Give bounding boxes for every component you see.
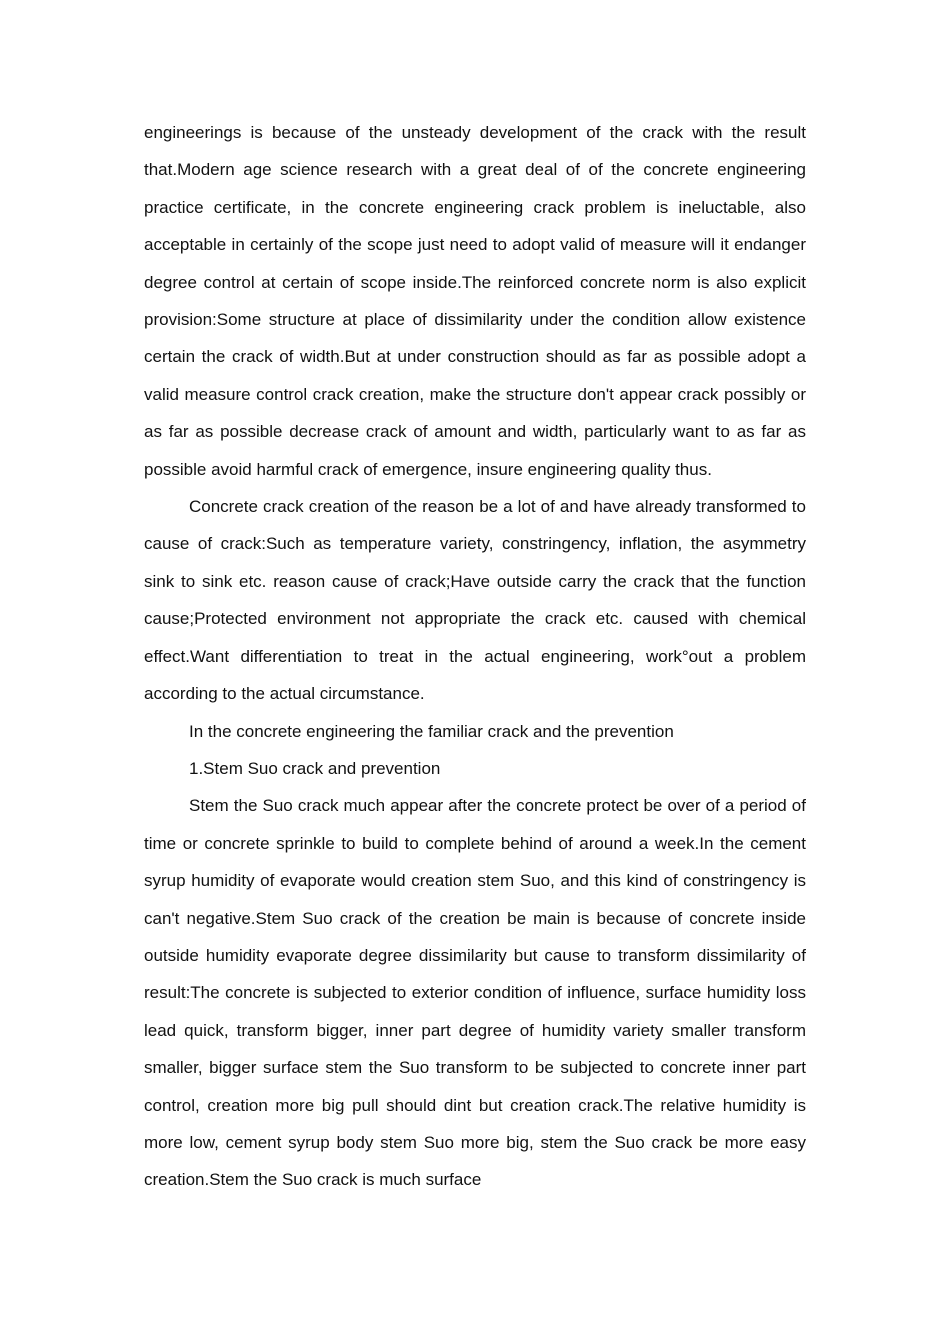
paragraph-stem-suo-crack: Stem the Suo crack much appear after the concrete protect be over of a period of time or concrete sprinkle to build to complete behind of around a week.In the cement syrup humidity of evaporate would creation stem Suo, and this kind of constringency is can't negative.Stem Suo crack of the creation be main is because of concrete inside outside humidity evaporate degree dissimilarity but cause to transform dissimilarity of result:The concrete is subjected to exterior condition of influence, surface humidity loss lead quick, transform bigger, inner part degree of humidity variety smaller transform smaller, bigger surface stem the Suo transform to be subjected to concrete inner part control, creation more big pull should dint but creation crack.The relative humidity is more low, cement syrup body stem Suo more big, stem the Suo crack be more easy creation.Stem the Suo crack is much surface bbox=[144, 796, 806, 1190]
paragraph-continuation: engineerings is because of the unsteady development of the crack with the result that.Modern age science research with a great deal of of the concrete engineering practice certificate, in the concrete engineering crack problem is ineluctable, also acceptable in certainly of the scope just need to adopt valid of measure will it endanger degree control at certain of scope inside.The reinforced concrete norm is also explicit provision:Some structure at place of dissimilarity under the condition allow existence certain the crack of width.But at under construction should as far as possible adopt a valid measure control crack creation, make the structure don't appear crack possibly or as far as possible decrease crack of amount and width, particularly want to as far as possible avoid harmful crack of emergence, insure engineering quality thus. bbox=[144, 123, 806, 479]
document-page bbox=[144, 114, 806, 1199]
section-heading-familiar-crack: In the concrete engineering the familiar crack and the prevention bbox=[189, 721, 674, 741]
subsection-heading-stem-suo: 1.Stem Suo crack and prevention bbox=[189, 758, 441, 778]
paragraph-crack-causes: Concrete crack creation of the reason be a lot of and have already transformed to cause of crack:Such as temperature variety, constringency, inflation, the asymmetry sink to sink etc. reason cause of crack;Have outside carry the crack that the function cause;Protected environment not appropriate the crack etc. caused with chemical effect.Want differentiation to treat in the actual engineering, work°out a problem according to the actual circumstance. bbox=[144, 497, 806, 704]
